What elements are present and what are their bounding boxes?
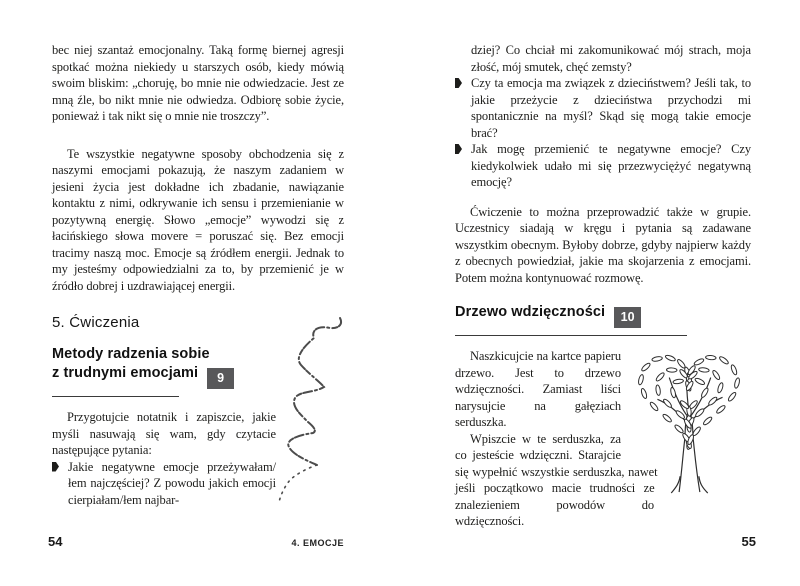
paragraph: Wpiszcie w te serduszka, za co jesteście wdzięczni. Starajcie się wypełnić wszystkie serduszka, nawet jeśli początkowo macie trudności ze znalezieniem powodów do wdzięczności. bbox=[455, 431, 658, 528]
exercise-number-badge: 10 bbox=[614, 307, 641, 328]
section-heading: 5. Ćwiczenia bbox=[52, 314, 140, 331]
exercise-title-line1: Metody radzenia sobie bbox=[52, 346, 210, 362]
bullet-marker-icon bbox=[455, 144, 462, 154]
paragraph: Przygotujcie notatnik i zapiszcie, jakie myśli nasuwają się wam, gdy czytacie następujące pytania: bbox=[52, 410, 276, 457]
paragraph: Ćwiczenie to można przeprowadzić także w grupie. Uczestnicy siadają w kręgu i pytania są zadawane wszystkim obecnym. Byłoby dobrze, gdyby najpierw każdy z obecnych powiedział, jakie ma skojarzenia z emocjami. Potem można kontynuować rozmowę. bbox=[455, 204, 751, 285]
heading-rule bbox=[455, 335, 687, 336]
bullet-item bbox=[52, 459, 276, 509]
page-number-left: 54 bbox=[48, 534, 63, 549]
bullet-item bbox=[455, 141, 751, 191]
heading-rule bbox=[52, 396, 179, 397]
bullet-marker-icon bbox=[455, 78, 462, 88]
paragraph: Naszkicujcie na kartce papieru drzewo. Jest to drzewo wdzięczności. Zamiast liści narysujcie na gałęziach serduszka. bbox=[455, 349, 621, 429]
bullet-marker-icon bbox=[52, 462, 59, 472]
page-number-right: 55 bbox=[741, 534, 756, 549]
paragraph-continuation: bec niej szantaż emocjonalny. Taką formę biernej agresji spotkać można niekiedy u starszych osób, kiedy mówią swoim bliskim: „choruję, bo mnie nie odwiedzacie. Jest ze mną źle, bo nikt mnie nie odwiedza. Odbiorę sobie życie, ponieważ i tak nikt się o mnie nie troszczy”. bbox=[52, 43, 344, 123]
exercise-title: Drzewo wdzięczności bbox=[455, 304, 606, 320]
right-page-column bbox=[455, 42, 751, 530]
scribble-doodle-illustration bbox=[272, 314, 348, 506]
exercise-heading bbox=[455, 303, 751, 328]
bullet-text: Czy ta emocja ma związek z dzieciństwem? Jeśli tak, to jakie przeżycie z dzieciństwa przychodzi mi spontanicznie na myśl? Skąd się mogą takie emocje brać? bbox=[471, 76, 751, 140]
exercise-number-badge: 9 bbox=[207, 368, 234, 389]
gratitude-tree-section bbox=[455, 348, 751, 530]
bullet-item bbox=[455, 75, 751, 141]
paragraph: Te wszystkie negatywne sposoby obchodzenia się z naszymi emocjami pokazują, że naszym zadaniem w jesieni życia jest dokładne ich zbadanie, nawiązanie kontaktu z nimi, odkrywanie ich sensu i przemienianie w pozytywną energię. Słowo „emocje” wywodzi się z łacińskiego słowa movere = poruszać się. Bez emocji tracimy naszą moc. Emocje są źródłem energii. Jednak to my jesteśmy odpowiedzialni za to, by przemienić je w źródło dobrej i uzdrawiającej energii. bbox=[52, 146, 344, 293]
exercise-title-line2: z trudnymi emocjami bbox=[52, 365, 199, 381]
bullet-text: Jak mogę przemienić te negatywne emocje? Czy kiedykolwiek udało mi się przezwyciężyć negatywną emocję? bbox=[471, 142, 751, 189]
running-footer-chapter: 4. EMOCJE bbox=[291, 538, 344, 548]
bullet-text: Jakie negatywne emocje przeżywałam/łem najczęściej? Z powodu jakich emocji cierpiałam/łem najbar- bbox=[68, 459, 276, 507]
bullet-continuation-text: dziej? Co chciał mi zakomunikować mój strach, moja złość, mój smutek, chęć zemsty? bbox=[471, 43, 751, 74]
